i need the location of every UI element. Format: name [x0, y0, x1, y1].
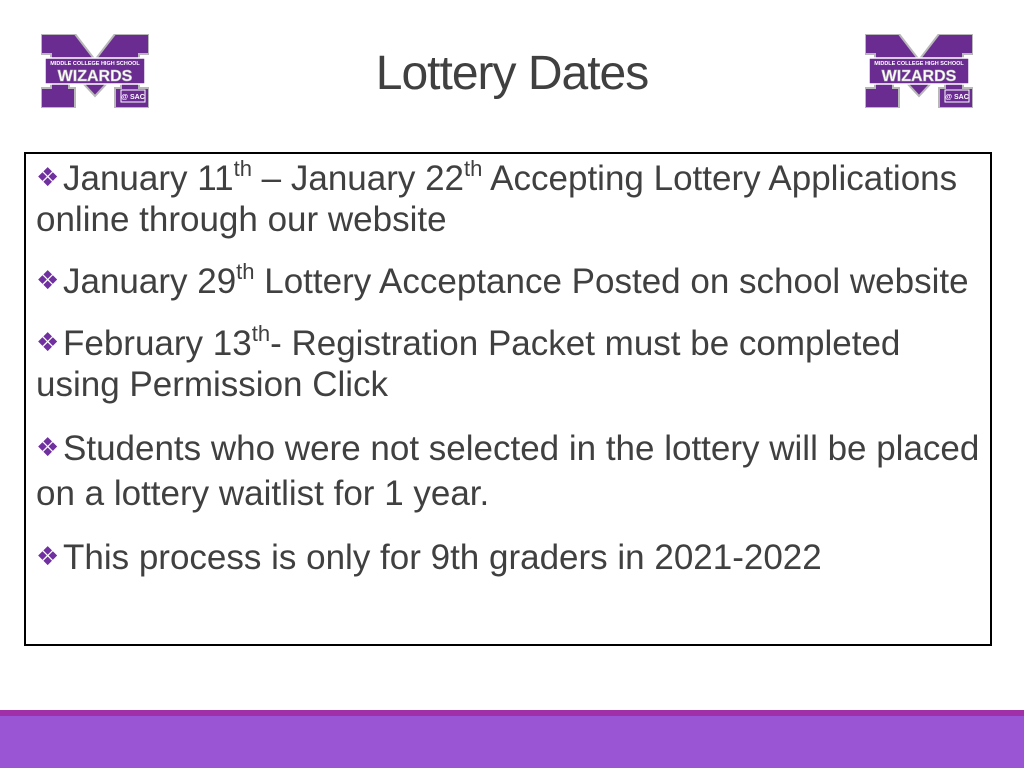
footer-band: [0, 716, 1024, 768]
diamond-four-icon: ❖: [36, 542, 60, 572]
page-title: Lottery Dates: [375, 47, 649, 100]
logo-school-text: MIDDLE COLLEGE HIGH SCHOOL: [50, 61, 140, 67]
list-item: ❖ Students who were not selected in the lottery will be placed on a lottery waitlist for 1 year.: [36, 426, 982, 516]
list-item: ❖ February 13th- Registration Packet must be completed using Permission Click: [36, 321, 901, 404]
logo-school-text: MIDDLE COLLEGE HIGH SCHOOL: [874, 61, 964, 67]
content-box: [24, 152, 992, 646]
diamond-four-icon: ❖: [36, 433, 60, 463]
list-item: ❖ January 29th Lottery Acceptance Posted on school website: [36, 259, 969, 301]
logo-sac-text: @ SAC: [121, 94, 145, 101]
list-item: ❖ This process is only for 9th graders in 2021-2022: [36, 538, 822, 577]
wizards-logo-right: [865, 34, 973, 108]
diamond-four-icon: ❖: [36, 163, 60, 193]
diamond-four-icon: ❖: [36, 328, 60, 358]
diamond-four-icon: ❖: [36, 266, 60, 296]
logo-sac-text: @ SAC: [945, 94, 969, 101]
wizards-m-logo-icon: [865, 34, 973, 108]
logo-wizards-text: WIZARDS: [881, 68, 957, 85]
list-item: ❖ January 11th – January 22th Accepting Lottery Applications online through our website: [36, 156, 958, 239]
logo-wizards-text: WIZARDS: [57, 68, 133, 85]
bullet-list: [36, 158, 982, 578]
